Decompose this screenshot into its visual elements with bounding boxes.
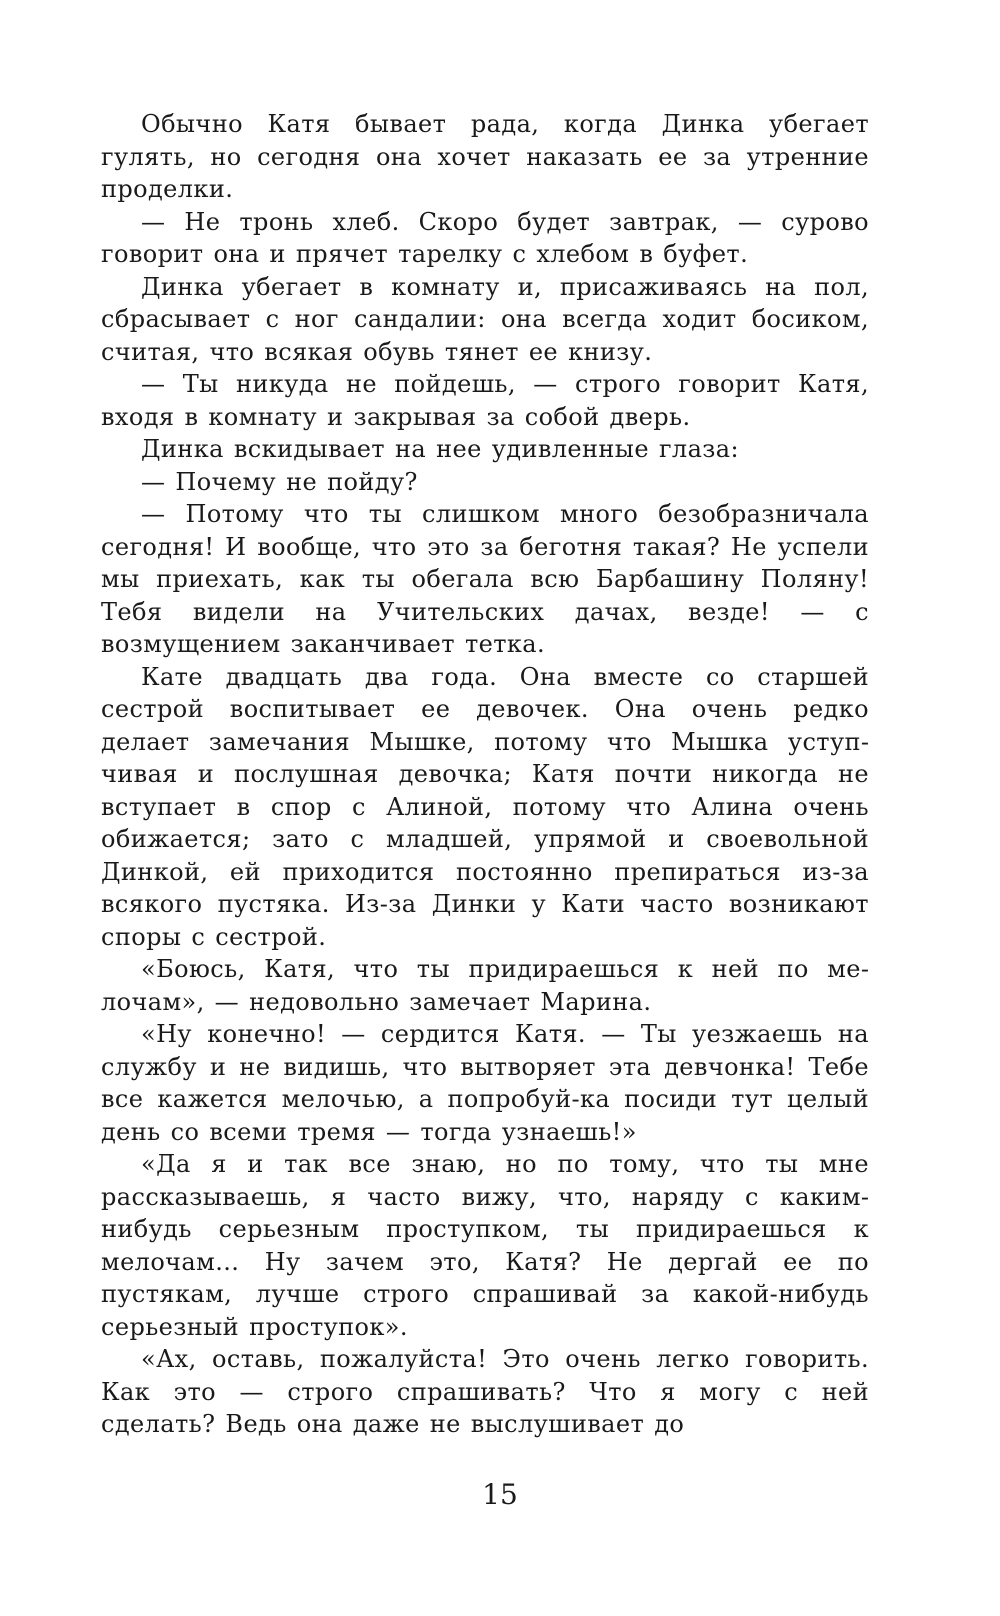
paragraph-9: «Боюсь, Катя, что ты придираешься к ней по мелочам», — недовольно замечает Марина. <box>101 955 869 1016</box>
paragraph-8: Кате двадцать два года. Она вместе со старшей сестрой воспитывает ее девочек. Она очень редко делает замечания Мышке, потому что Мышка уступчивая и послушная девочка; Катя почти никогда не вступает в спор с Алиной, потому что Алина очень обижается; зато с младшей, упрямой и своевольной Динкой, ей приходится постоянно препираться из-за всякого пустяка. Из-за Динки у Кати часто возникают споры с сестрой. <box>101 662 869 951</box>
paragraph-10: «Ну конечно! — сердится Катя. — Ты уезжаешь на службу и не видишь, что вытворяет эта девчонка! Тебе все кажется мелочью, а попробуй-ка посиди тут целый день со всеми тремя — тогда узнаешь!» <box>101 1020 869 1146</box>
paragraph-4: — Ты никуда не пойдешь, — строго говорит Катя, входя в комнату и закрывая за собой дверь. <box>101 370 869 431</box>
paragraph-11: «Да я и так все знаю, но по тому, что ты мне рассказываешь, я часто вижу, что, наряду с какимнибудь серьезным проступком, ты придираешься к мелочам... Ну зачем это, Катя? Не дергай ее по пустякам, лучше строго спрашивай за какой-нибудь серьезный проступок». <box>101 1150 869 1341</box>
paragraph-3: Динка убегает в комнату и, присаживаясь на пол, сбрасывает с ног сандалии: она всегда ходит босиком, считая, что всякая обувь тянет ее книзу. <box>101 272 869 366</box>
page-number: 15 <box>482 1478 518 1511</box>
paragraph-7: — Потому что ты слишком много безобразничала сегодня! И вообще, что это за беготня такая? Не успели мы приехать, как ты обегала всю Барбашину Поляну! Тебя видели на Учительских дачах, везде! — с возмущением заканчивает тетка. <box>101 500 869 658</box>
paragraph-2: — Не тронь хлеб. Скоро будет завтрак, — сурово говорит она и прячет тарелку с хлебом в буфет. <box>101 207 869 268</box>
paragraph-1: Обычно Катя бывает рада, когда Динка убегает гулять, но сегодня она хочет наказать ее за утренние проделки. <box>101 110 869 203</box>
paragraph-6: — Почему не пойду? <box>141 467 418 496</box>
page-text <box>101 108 869 1441</box>
paragraph-5: Динка вскидывает на нее удивленные глаза: <box>141 435 739 463</box>
paragraph-12: «Ах, оставь, пожалуйста! Это очень легко говорить. Как это — строго спрашивать? Что я могу с ней сделать? Ведь она даже не выслушивает до <box>101 1345 869 1438</box>
